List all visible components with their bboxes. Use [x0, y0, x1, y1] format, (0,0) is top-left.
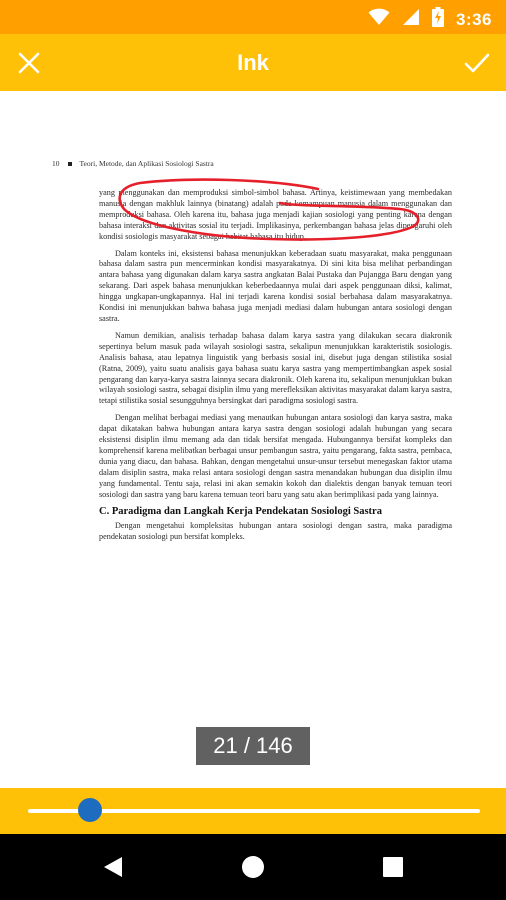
document-view[interactable]	[0, 91, 506, 788]
running-head	[52, 159, 456, 168]
paragraph: Namun demikian, analisis terhadap bahasa dalam karya sastra yang dilakukan secara diakronik sepertinya belum masuk pada wilayah sosiologi sastra, sekalipun menunjukkan karakteristik sosiologis. Analisis bahasa, atau lepatnya linguistik yang berbasis sosial ini, disebut juga dengan stilistika sosial (Ratna, 2009), yaitu suatu analisis gaya bahasa suatu karya sastra yang mempertimbangkan aspek sosial pengarang dan karya-karya sastra lainnya secara diakronik. Oleh karena itu, sekalipun menunjukkan bukan wilayah sosiologi sastra, sebagai disiplin ilmu yang merefleksikan aktivitas masyarakat dalam karya sastra, tetapi stilistika sosial sesungguhnya bersingkat dari paradigma sosiologi sastra.	[99, 330, 452, 406]
status-icons	[368, 7, 492, 32]
page-slider-bar	[0, 788, 506, 834]
recents-square-icon	[382, 856, 404, 878]
back-button[interactable]	[98, 852, 128, 882]
paragraph: Dengan mengetahui kompleksitas hubungan antara sosiologi dengan sastra, maka paradigma pendekatan sosiologi pun bersifat kompleks.	[99, 521, 452, 542]
status-time: 3:36	[455, 9, 492, 29]
page-body	[52, 188, 456, 543]
paragraph: Dengan melihat berbagai mediasi yang menautkan hubungan antara sosiologi dan karya sastra, maka dapat dikatakan bahwa hubungan antara karya sastra dengan sosiologi adalah hubungan yang secara eksistensi disiplin ilmu memang ada dan tidak bersifat mengada. Hubungannya bersifat kompleks dan komprehensif karena melibatkan berbagai unsur pembangun sastra, yaitu pengarang, fakta sastra, pembaca, dunia yang diacu, dan bahasa. Bahkan, dengan mengetahui unsur-unsur tersebut menegaskan faktor utama dalam disiplin sastra, maka relasi antara sosiologi dengan sastra menandakan hubungan dua disiplin ilmu yang fundamental. Tentu saja, relasi ini akan semakin kokoh dan dialektis dengan banyak temuan teori sosiologi dan sastra yang baru karena temuan teori baru yang satu akan berimplikasi pada yang lainnya.	[99, 413, 452, 499]
section-heading: C. Paradigma dan Langkah Kerja Pendekatan Sosiologi Sastra	[99, 506, 382, 518]
signal-icon	[402, 8, 420, 31]
home-button[interactable]	[238, 852, 268, 882]
paragraph: Dalam konteks ini, eksistensi bahasa menunjukkan keberadaan suatu masyarakat, maka penggunaan bahasa dalam sastra pun mencerminkan kondisi masyarakatnya. Di sini kita bisa melihat perbandingan antara bahasa yang digunakan dalam karya sastra angkatan Balai Pustaka dan Pujangga Baru dengan yang sekarang. Dari aspek bahasa menunjukkan keberbedaannya mulai dari aspek penggunaan diksi, kalimat, hingga ungkapan-ungkapannya. Hal ini terjadi karena kondisi sosial berbahasa dalam masyarakatnya. Kondisi ini menunjukkan bahwa bahasa juga menjadi mediasi dalam hubungan antara sosiologi dengan sastra.	[99, 248, 452, 323]
app-bar	[0, 34, 506, 91]
paragraph: yang menggunakan dan memproduksi simbol-simbol bahasa. Artinya, keistimewaan yang membedakan manusia dengan makhluk lainnya (binatang) adalah pada kemampuan manusia dalam menggunakan dan memproduksi bahasa. Oleh karena itu, bahasa juga menjadi kajian sosiologi yang penting karena dengan bahasa interaksi dan aktivitas sosial itu terjadi. Implikasinya, perkembangan bahasa jelas dipengaruhi oleh kondisi sosiologis masyarakat sebagai habitat bahasa itu hidup.	[99, 188, 452, 241]
page-indicator: 21 / 146	[196, 727, 310, 765]
page-number: 10	[52, 159, 60, 168]
bullet-square-icon	[68, 162, 72, 166]
back-triangle-icon	[102, 855, 124, 879]
status-bar	[0, 0, 506, 34]
battery-charging-icon	[432, 7, 444, 32]
home-circle-icon	[240, 854, 266, 880]
recents-button[interactable]	[378, 852, 408, 882]
document-page	[52, 159, 456, 549]
done-button[interactable]	[460, 46, 494, 80]
running-head-title: Teori, Metode, dan Aplikasi Sosiologi Sastra	[79, 159, 214, 168]
wifi-icon	[368, 8, 390, 31]
check-icon	[464, 52, 490, 74]
navigation-bar	[0, 834, 506, 900]
slider-thumb[interactable]	[78, 798, 102, 822]
page-title: Ink	[237, 50, 269, 75]
